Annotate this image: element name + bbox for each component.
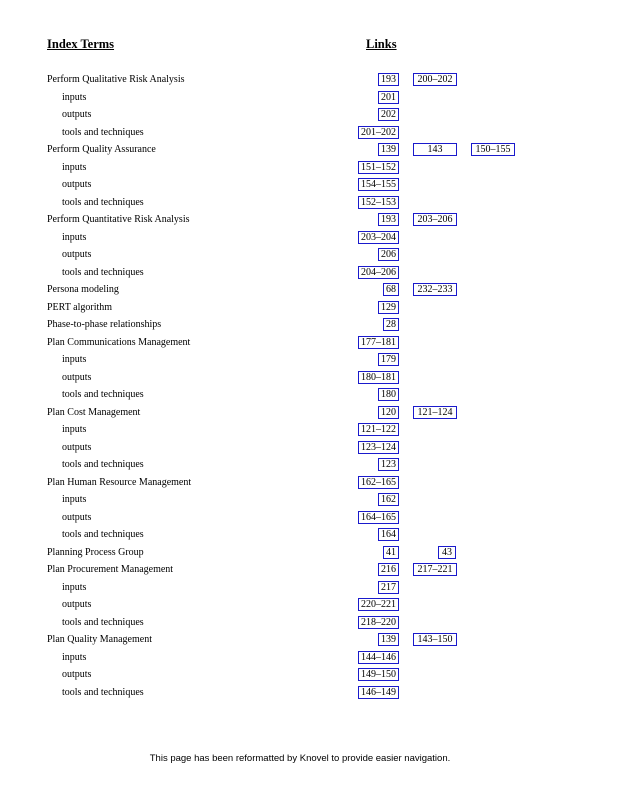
index-entry-row <box>0 492 618 510</box>
page-link[interactable]: 151–152 <box>358 161 399 174</box>
index-subterm: inputs <box>62 161 87 173</box>
index-entry-row <box>0 177 618 195</box>
index-entry-row <box>0 300 618 318</box>
index-entry-row <box>0 142 618 160</box>
index-entry-row <box>0 545 618 563</box>
page-link[interactable]: 121–124 <box>413 406 457 419</box>
index-subterm: outputs <box>62 249 92 260</box>
page-link[interactable]: 164 <box>378 528 399 541</box>
index-entry-row <box>0 282 618 300</box>
page-link[interactable]: 200–202 <box>413 73 457 86</box>
index-entry-row <box>0 212 618 230</box>
page-link[interactable]: 28 <box>383 318 399 331</box>
index-term: Planning Process Group <box>47 546 144 558</box>
page-link[interactable]: 162–165 <box>358 476 399 489</box>
index-entry-row <box>0 230 618 248</box>
index-term: Plan Cost Management <box>47 406 141 418</box>
page-link[interactable]: 203–206 <box>413 213 457 226</box>
page-link[interactable]: 146–149 <box>358 686 399 699</box>
index-subterm: outputs <box>62 511 92 523</box>
page-link[interactable]: 43 <box>438 546 456 559</box>
page-link[interactable]: 206 <box>378 248 399 261</box>
index-term: Plan Communications Management <box>47 336 191 348</box>
index-term: Plan Procurement Management <box>47 564 174 575</box>
index-subterm: tools and techniques <box>62 459 144 470</box>
page-link[interactable]: 201 <box>378 91 399 104</box>
index-subterm: inputs <box>62 91 87 103</box>
index-subterm: outputs <box>62 109 92 120</box>
index-term: Persona modeling <box>47 284 119 295</box>
index-subterm: inputs <box>62 231 87 243</box>
index-entry-row <box>0 317 618 335</box>
page-link[interactable]: 139 <box>378 143 399 156</box>
page-link[interactable]: 180 <box>378 388 399 401</box>
page-link[interactable]: 150–155 <box>471 143 515 156</box>
index-term: Perform Quality Assurance <box>47 144 156 155</box>
index-subterm: inputs <box>62 581 87 593</box>
index-entry-row <box>0 685 618 703</box>
index-entry-row <box>0 667 618 685</box>
index-subterm: tools and techniques <box>62 616 144 628</box>
index-entry-row <box>0 597 618 615</box>
index-entry-row <box>0 440 618 458</box>
index-terms-heading: Index Terms <box>47 37 115 51</box>
index-entry-row <box>0 422 618 440</box>
page-link[interactable]: 143 <box>413 143 457 156</box>
index-subterm: tools and techniques <box>62 126 144 138</box>
index-term: Phase-to-phase relationships <box>47 319 162 330</box>
index-subterm: tools and techniques <box>62 686 144 698</box>
index-subterm: inputs <box>62 424 87 435</box>
page-link[interactable]: 193 <box>378 73 399 86</box>
index-entry-row <box>0 247 618 265</box>
page-link[interactable]: 123 <box>378 458 399 471</box>
index-entry-row <box>0 527 618 545</box>
index-entry-row <box>0 370 618 388</box>
index-entry-row <box>0 475 618 493</box>
index-term: Perform Quantitative Risk Analysis <box>47 214 190 225</box>
page-link[interactable]: 218–220 <box>358 616 399 629</box>
page-link[interactable]: 149–150 <box>358 668 399 681</box>
index-subterm: inputs <box>62 354 87 365</box>
page-link[interactable]: 193 <box>378 213 399 226</box>
index-subterm: tools and techniques <box>62 389 144 400</box>
page-link[interactable]: 203–204 <box>358 231 399 244</box>
page-link[interactable]: 144–146 <box>358 651 399 664</box>
index-entry-row <box>0 90 618 108</box>
index-subterm: outputs <box>62 371 92 383</box>
index-entry-row <box>0 352 618 370</box>
page-link[interactable]: 68 <box>383 283 399 296</box>
page-link[interactable]: 121–122 <box>358 423 399 436</box>
page-link[interactable]: 217–221 <box>413 563 457 576</box>
index-entry-row <box>0 650 618 668</box>
index-subterm: outputs <box>62 179 92 190</box>
index-term: Plan Human Resource Management <box>47 476 192 488</box>
page-link[interactable]: 179 <box>378 353 399 366</box>
page-link[interactable]: 164–165 <box>358 511 399 524</box>
index-entry-row <box>0 580 618 598</box>
index-entry-row <box>0 457 618 475</box>
index-entry-row <box>0 632 618 650</box>
index-entry-row <box>0 405 618 423</box>
page-link[interactable]: 217 <box>378 581 399 594</box>
index-term: Perform Qualitative Risk Analysis <box>47 74 185 85</box>
page-link[interactable]: 180–181 <box>358 371 399 384</box>
index-entry-row <box>0 160 618 178</box>
index-subterm: outputs <box>62 441 92 453</box>
page-link[interactable]: 143–150 <box>413 633 457 646</box>
index-entry-row <box>0 265 618 283</box>
index-entries-list <box>0 72 618 702</box>
index-term: Plan Quality Management <box>47 634 152 645</box>
page-link[interactable]: 129 <box>378 301 399 314</box>
links-heading: Links <box>366 37 397 51</box>
index-subterm: inputs <box>62 494 87 505</box>
index-subterm: tools and techniques <box>62 196 144 208</box>
index-entry-row <box>0 107 618 125</box>
page-link[interactable]: 201–202 <box>358 126 399 139</box>
index-entry-row <box>0 125 618 143</box>
page-link[interactable]: 120 <box>378 406 399 419</box>
page-link[interactable]: 232–233 <box>413 283 457 296</box>
index-entry-row <box>0 72 618 90</box>
index-subterm: inputs <box>62 651 87 663</box>
page-link[interactable]: 123–124 <box>358 441 399 454</box>
index-entry-row <box>0 562 618 580</box>
page-link[interactable]: 202 <box>378 108 399 121</box>
index-entry-row <box>0 195 618 213</box>
index-subterm: outputs <box>62 669 92 680</box>
page-link[interactable]: 154–155 <box>358 178 399 191</box>
page-link[interactable]: 177–181 <box>358 336 399 349</box>
page-link[interactable]: 152–153 <box>358 196 399 209</box>
page-link[interactable]: 41 <box>383 546 399 559</box>
page-link[interactable]: 162 <box>378 493 399 506</box>
index-entry-row <box>0 615 618 633</box>
index-entry-row <box>0 510 618 528</box>
page-footer-note: This page has been reformatted by Knovel to provide easier navigation. <box>149 753 451 764</box>
page-link[interactable]: 139 <box>378 633 399 646</box>
index-subterm: tools and techniques <box>62 266 144 278</box>
index-entry-row <box>0 335 618 353</box>
page-link[interactable]: 216 <box>378 563 399 576</box>
index-subterm: tools and techniques <box>62 529 144 540</box>
page-link[interactable]: 204–206 <box>358 266 399 279</box>
index-term: PERT algorithm <box>47 301 113 313</box>
index-subterm: outputs <box>62 599 92 610</box>
index-entry-row <box>0 387 618 405</box>
page-link[interactable]: 220–221 <box>358 598 399 611</box>
